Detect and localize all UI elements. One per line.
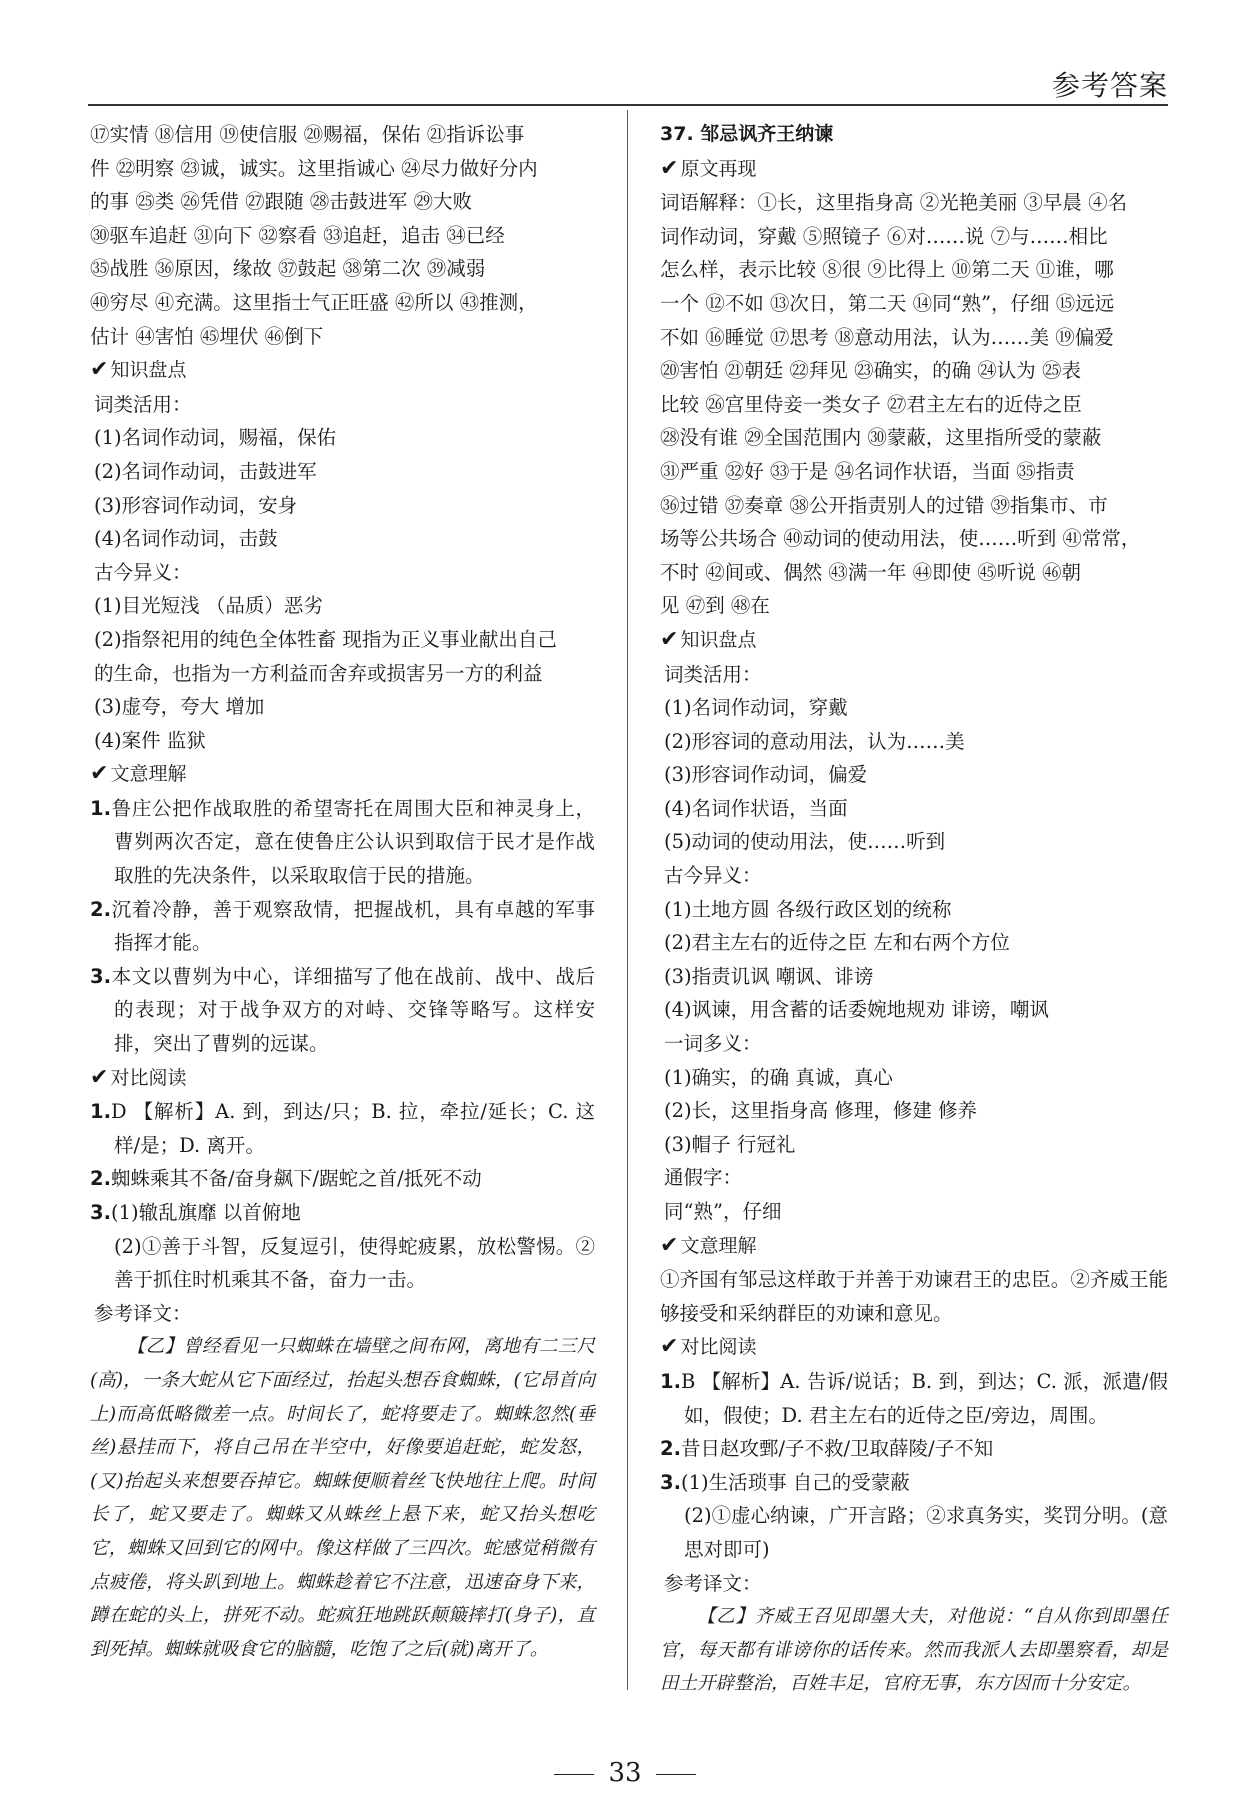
original-line: 见 ㊼到 ㊽在: [660, 594, 770, 618]
knowledge-heading: [660, 623, 1168, 658]
knowledge-line: 一词多义：: [664, 1032, 762, 1056]
original-line: ⑳害怕 ㉑朝廷 ㉒拜见 ㉓确实，的确 ㉔认为 ㉕表: [660, 359, 1081, 383]
knowledge-line: (1)名词作动词，穿戴: [664, 696, 848, 720]
answer-number: 3.: [90, 964, 111, 988]
vocab-line: ㉟战胜 ㊱原因，缘故 ㊲鼓起 ㊳第二次 ㊴减弱: [90, 257, 486, 281]
knowledge-line: (3)虚夸，夸大 增加: [94, 695, 265, 719]
knowledge-line: 词类活用：: [94, 392, 192, 416]
header-rule: [88, 104, 1168, 106]
vocab-line: 件 ㉒明察 ㉓诚，诚实。这里指诚心 ㉔尽力做好分内: [90, 156, 538, 180]
knowledge-line: (3)形容词作动词，安身: [94, 493, 298, 517]
answer-item: [90, 1230, 595, 1297]
right-column: [660, 118, 1168, 1701]
answer-text: D 【解析】A. 到，到达/只；B. 拉，牵拉/延长；C. 这样/是；D. 离开。: [110, 1100, 595, 1157]
original-line: ㉘没有谁 ㉙全国范围内 ㉚蒙蔽，这里指所受的蒙蔽: [660, 426, 1102, 450]
original-line: 比较 ㉖宫里侍妾一类女子 ㉗君主左右的近侍之臣: [660, 392, 1082, 416]
answer-item: [660, 1432, 1168, 1466]
answer-item: [660, 1499, 1168, 1566]
answer-number: 3.: [90, 1201, 111, 1224]
original-line: 词语解释：①长，这里指身高 ②光艳美丽 ③早晨 ④名: [660, 191, 1128, 215]
knowledge-line: (2)指祭祀用的纯色全体牲畜 现指为正义事业献出自己: [94, 627, 557, 651]
knowledge-line: (1)名词作动词，赐福，保佑: [94, 426, 337, 450]
compare-heading-label: 对比阅读: [110, 1066, 187, 1089]
answer-item: [660, 1365, 1168, 1432]
compare-heading: [90, 1061, 595, 1096]
answer-item: [90, 792, 595, 893]
page-number: [0, 1758, 1250, 1788]
check-icon: ✔: [660, 1334, 679, 1360]
original-line: 词作动词，穿戴 ⑤照镜子 ⑥对……说 ⑦与……相比: [660, 224, 1108, 248]
vocab-line: ㉚驱车追赶 ㉛向下 ㉜察看 ㉝追赶，追击 ㉞已经: [90, 223, 505, 247]
answer-text: 本文以曹刿为中心，详细描写了他在战前、战中、战后的表现；对于战争双方的对峙、交锋等略写。这样安排，突出了曹刿的远谋。: [110, 964, 595, 1056]
comprehension-heading-label: 文意理解: [110, 763, 187, 786]
knowledge-line: (3)形容词作动词，偏爱: [664, 763, 868, 787]
knowledge-heading: [90, 353, 595, 388]
comprehension-heading-label: 文意理解: [680, 1234, 757, 1257]
answer-text: (1)辙乱旗靡 以首俯地: [110, 1201, 301, 1224]
answer-number: 1.: [90, 1100, 111, 1124]
check-icon: ✔: [90, 761, 109, 787]
page-header-title: 参考答案: [1051, 69, 1168, 102]
answer-item: [660, 1466, 1168, 1500]
original-line: 一个 ⑫不如 ⑬次日，第二天 ⑭同“熟”，仔细 ⑮远远: [660, 291, 1115, 315]
knowledge-line: 古今异义：: [664, 864, 762, 888]
original-line: ㉛严重 ㉜好 ㉝于是 ㉞名词作状语，当面 ㉟指责: [660, 459, 1075, 483]
knowledge-line: (4)名词作动词，击鼓: [94, 527, 278, 551]
translation-text: 【乙】曾经看见一只蜘蛛在墙壁之间布网，离地有二三尺(高)，一条大蛇从它下面经过，抬起头想吞食蜘蛛，(它昂首向上)而高低略微差一点。时间长了，蛇将要走了。蜘蛛忽然(垂丝)悬挂而下，将自己吊在半空中，好像要追赶蛇，蛇发怒，(又)抬起头来想要吞掉它。蜘蛛便顺着丝飞快地往上爬。时间长了，蛇又要走了。蜘蛛又从蛛丝上悬下来，蛇又抬头想吃它，蜘蛛又回到它的网中。像这样做了三四次。蛇感觉稍微有点疲倦，将头趴到地上。蜘蛛趁着它不注意，迅速奋身下来，蹲在蛇的头上，拼死不动。蛇疯狂地跳跃颠簸摔打(身子)，直到死掉。蜘蛛就吸食它的脑髓，吃饱了之后(就)离开了。: [90, 1336, 595, 1660]
answer-text: 鲁庄公把作战取胜的希望寄托在周围大臣和神灵身上，曹刿两次否定，意在使鲁庄公认识到取信于民才是作战取胜的先决条件，以采取取信于民的措施。: [110, 796, 595, 888]
knowledge-line: (1)土地方圆 各级行政区划的统称: [664, 897, 952, 921]
answer-text: 沉着冷静，善于观察敌情，把握战机，具有卓越的军事指挥才能。: [110, 897, 595, 955]
translation-label: 参考译文：: [664, 1571, 762, 1595]
vocab-line: 估计 ㊹害怕 ㊺埋伏 ㊻倒下: [90, 324, 324, 348]
answer-number: 1.: [660, 1369, 681, 1393]
translation-label: 参考译文：: [94, 1301, 192, 1325]
original-heading: [660, 152, 1168, 187]
check-icon: ✔: [90, 357, 109, 383]
page-number-dash: [656, 1774, 696, 1775]
compare-heading: [660, 1330, 1168, 1365]
vocab-line: 的事 ㉕类 ㉖凭借 ㉗跟随 ㉘击鼓进军 ㉙大败: [90, 190, 472, 214]
knowledge-line: 词类活用：: [664, 662, 762, 686]
knowledge-line: (4)名词作状语，当面: [664, 796, 848, 820]
knowledge-line: (3)帽子 行冠礼: [664, 1132, 796, 1156]
knowledge-line: (1)确实，的确 真诚，真心: [664, 1065, 893, 1089]
answer-text: (2)①虚心纳谏，广开言路；②求真务实，奖罚分明。(意思对即可): [684, 1504, 1168, 1561]
check-icon: ✔: [660, 626, 679, 652]
vocab-line: ㊵穷尽 ㊶充满。这里指士气正旺盛 ㊷所以 ㊸推测，: [90, 290, 538, 314]
section-title: 37. 邹忌讽齐王纳谏: [660, 123, 834, 145]
answer-text: 昔日赵攻鄄/子不救/卫取薛陵/子不知: [680, 1437, 994, 1461]
answer-item: [90, 960, 595, 1061]
answer-item: [90, 1196, 595, 1230]
knowledge-line: (5)动词的使动用法，使……听到: [664, 830, 946, 854]
vocab-line: ⑰实情 ⑱信用 ⑲使信服 ⑳赐福，保佑 ㉑指诉讼事: [90, 123, 525, 146]
answer-number: 2.: [90, 897, 111, 921]
answer-number: 3.: [660, 1470, 681, 1494]
knowledge-line: (2)名词作动词，击鼓进军: [94, 459, 317, 483]
left-column: [90, 118, 595, 1666]
knowledge-line: (2)长，这里指身高 修理，修建 修养: [664, 1099, 978, 1123]
comprehension-heading: [90, 757, 595, 792]
knowledge-heading-label: 知识盘点: [680, 628, 757, 651]
knowledge-line: (4)讽谏，用含蓄的话委婉地规劝 诽谤，嘲讽: [664, 998, 1049, 1022]
knowledge-line: 古今异义：: [94, 560, 192, 584]
knowledge-line: 同“熟”，仔细: [664, 1200, 782, 1223]
original-line: ㊱过错 ㊲奏章 ㊳公开指责别人的过错 ㊴指集市、市: [660, 493, 1108, 517]
original-line: 怎么样，表示比较 ⑧很 ⑨比得上 ⑩第二天 ⑪谁，哪: [660, 258, 1114, 282]
answer-text: (1)生活琐事 自己的受蒙蔽: [680, 1470, 910, 1494]
page-number-value: 33: [608, 1758, 642, 1788]
column-divider: [627, 110, 628, 1690]
answer-number: 2.: [90, 1167, 111, 1191]
answer-text: B 【解析】A. 告诉/说话；B. 到，到达；C. 派，派遣/假如，假使；D. 君主左右的近侍之臣/旁边，周围。: [680, 1369, 1168, 1427]
knowledge-line: 通假字：: [664, 1166, 743, 1190]
original-line: 不时 ㊷间或、偶然 ㊸满一年 ㊹即使 ㊺听说 ㊻朝: [660, 560, 1081, 584]
original-line: 不如 ⑯睡觉 ⑰思考 ⑱意动用法，认为……美 ⑲偏爱: [660, 325, 1114, 349]
page-number-dash: [554, 1774, 594, 1775]
answer-number: 1.: [90, 796, 111, 820]
compare-heading-label: 对比阅读: [680, 1336, 757, 1359]
comprehension-text: ①齐国有邹忌这样敢于并善于劝谏君王的忠臣。②齐威王能够接受和采纳群臣的劝谏和意见。: [660, 1268, 1168, 1325]
check-icon: ✔: [90, 1064, 109, 1090]
knowledge-line: 的生命，也指为一方利益而舍弃或损害另一方的利益: [94, 661, 543, 685]
knowledge-line: (4)案件 监狱: [94, 728, 206, 752]
answer-number: 2.: [660, 1437, 681, 1461]
answer-item: [90, 1162, 595, 1196]
comprehension-heading: [660, 1229, 1168, 1264]
answer-text: (2)①善于斗智，反复逗引，使得蛇疲累，放松警惕。②善于抓住时机乘其不备，奋力一击。: [114, 1234, 595, 1292]
knowledge-line: (3)指责讥讽 嘲讽、诽谤: [664, 964, 874, 988]
check-icon: ✔: [660, 1232, 679, 1258]
original-heading-label: 原文再现: [680, 157, 757, 180]
original-line: 场等公共场合 ㊵动词的使动用法，使……听到 ㊶常常，: [660, 527, 1141, 551]
answer-item: [90, 1095, 595, 1162]
knowledge-heading-label: 知识盘点: [110, 359, 187, 382]
knowledge-line: (2)君主左右的近侍之臣 左和右两个方位: [664, 931, 1010, 955]
check-icon: ✔: [660, 155, 679, 181]
knowledge-line: (2)形容词的意动用法，认为……美: [664, 729, 965, 753]
answer-text: 蜘蛛乘其不备/奋身飙下/踞蛇之首/抵死不动: [110, 1167, 482, 1191]
answer-item: [90, 893, 595, 960]
knowledge-line: (1)目光短浅 （品质）恶劣: [94, 594, 323, 618]
vocab-block: [90, 118, 595, 353]
translation-text: 【乙】齐威王召见即墨大夫，对他说：“自从你到即墨任官，每天都有诽谤你的话传来。然而我派人去即墨察看，却是田土开辟整治，百姓丰足，官府无事，东方因而十分安定。: [660, 1606, 1168, 1695]
